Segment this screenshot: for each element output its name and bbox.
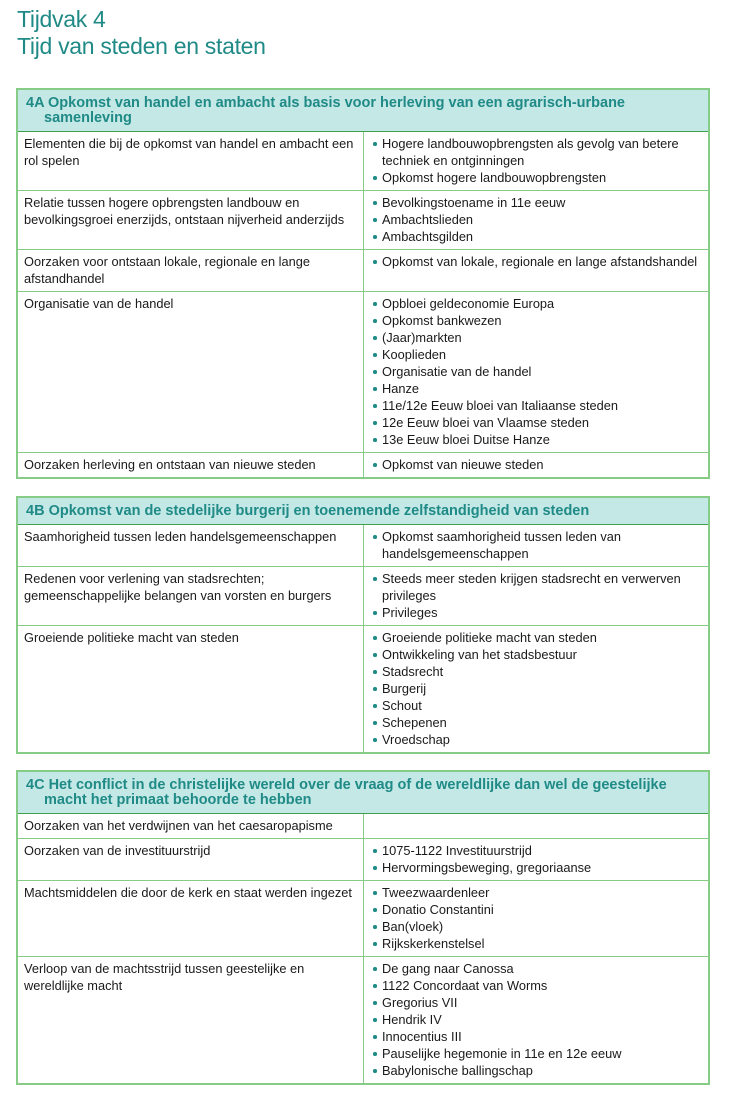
- concept-list: [372, 884, 702, 952]
- topic-cell: Groeiende politieke macht van steden: [18, 626, 364, 752]
- concepts-cell: [364, 839, 708, 880]
- concepts-cell: [364, 957, 708, 1083]
- table-row: [18, 956, 708, 1083]
- table-row: [18, 566, 708, 625]
- section-table-body: [18, 525, 708, 752]
- concepts-cell: [364, 525, 708, 566]
- concepts-cell: [364, 453, 708, 477]
- concepts-cell: [364, 626, 708, 752]
- table-row: [18, 249, 708, 291]
- section-4b: [16, 496, 710, 754]
- concept-list: [372, 842, 702, 876]
- concept-list-item: Kooplieden: [372, 346, 702, 363]
- concept-list-item: Opkomst van nieuwe steden: [372, 456, 702, 473]
- concept-list-item: Opkomst hogere landbouwopbrengsten: [372, 169, 702, 186]
- concept-list-item: Opkomst bankwezen: [372, 312, 702, 329]
- topic-cell: Oorzaken van het verdwijnen van het caesaropapisme: [18, 814, 364, 838]
- section-header: [18, 772, 708, 814]
- concept-list-item: Hogere landbouwopbrengsten als gevolg van betere techniek en ontginningen: [372, 135, 702, 169]
- concept-list-item: 1122 Concordaat van Worms: [372, 977, 702, 994]
- concept-list-item: Tweezwaardenleer: [372, 884, 702, 901]
- concept-list-item: Donatio Constantini: [372, 901, 702, 918]
- section-4a: [16, 88, 710, 479]
- concept-list-item: Privileges: [372, 604, 702, 621]
- concept-list-item: Gregorius VII: [372, 994, 702, 1011]
- table-row: [18, 838, 708, 880]
- concept-list-item: Hanze: [372, 380, 702, 397]
- table-row: [18, 291, 708, 452]
- concept-list-item: (Jaar)markten: [372, 329, 702, 346]
- topic-cell: Redenen voor verlening van stadsrechten; gemeenschappelijke belangen van vorsten en burgers: [18, 567, 364, 625]
- concepts-cell: [364, 191, 708, 249]
- concepts-cell: [364, 132, 708, 190]
- section-header-text: 4C Het conflict in de christelijke wereld over de vraag of de wereldlijke dan wel de geestelijke macht het primaat behoorde te hebben: [26, 777, 667, 808]
- topic-cell: Oorzaken van de investituurstrijd: [18, 839, 364, 880]
- topic-cell: Relatie tussen hogere opbrengsten landbouw en bevolkingsgroei enerzijds, ontstaan nijverheid anderzijds: [18, 191, 364, 249]
- table-row: [18, 132, 708, 190]
- topic-cell: Saamhorigheid tussen leden handelsgemeenschappen: [18, 525, 364, 566]
- section-header: [18, 498, 708, 525]
- concept-list-item: Ambachtsgilden: [372, 228, 702, 245]
- concepts-cell: [364, 292, 708, 452]
- title-period: Tijdvak 4: [17, 6, 106, 32]
- topic-cell: Elementen die bij de opkomst van handel en ambacht een rol spelen: [18, 132, 364, 190]
- section-table-body: [18, 132, 708, 477]
- table-row: [18, 525, 708, 566]
- topic-cell: Organisatie van de handel: [18, 292, 364, 452]
- concept-list-item: Hervormingsbeweging, gregoriaanse: [372, 859, 702, 876]
- concept-list: [372, 135, 702, 186]
- concept-list-item: Ontwikkeling van het stadsbestuur: [372, 646, 702, 663]
- section-header-text: 4A Opkomst van handel en ambacht als basis voor herleving van een agrarisch-urbane samenleving: [26, 95, 625, 126]
- table-row: [18, 452, 708, 477]
- concept-list-item: Steeds meer steden krijgen stadsrecht en verwerven privileges: [372, 570, 702, 604]
- section-table-body: [18, 814, 708, 1083]
- concept-list-item: Burgerij: [372, 680, 702, 697]
- concepts-cell: [364, 881, 708, 956]
- concept-list: [372, 295, 702, 448]
- concept-list-item: 12e Eeuw bloei van Vlaamse steden: [372, 414, 702, 431]
- concept-list: [372, 528, 702, 562]
- title-subtitle: Tijd van steden en staten: [17, 33, 266, 59]
- section-header: [18, 90, 708, 132]
- table-row: [18, 880, 708, 956]
- concept-list: [372, 194, 702, 245]
- concept-list-item: Opkomst van lokale, regionale en lange afstandshandel: [372, 253, 702, 270]
- concept-list-item: Schout: [372, 697, 702, 714]
- concept-list-item: Vroedschap: [372, 731, 702, 748]
- topic-cell: Oorzaken voor ontstaan lokale, regionale en lange afstandhandel: [18, 250, 364, 291]
- concept-list-item: Organisatie van de handel: [372, 363, 702, 380]
- concept-list-item: Babylonische ballingschap: [372, 1062, 702, 1079]
- concepts-cell: [364, 814, 708, 838]
- concept-list-item: Innocentius III: [372, 1028, 702, 1045]
- concept-list-item: Ambachtslieden: [372, 211, 702, 228]
- concept-list-item: Opbloei geldeconomie Europa: [372, 295, 702, 312]
- concept-list-item: Bevolkingstoename in 11e eeuw: [372, 194, 702, 211]
- concept-list-item: Stadsrecht: [372, 663, 702, 680]
- concept-list-item: Ban(vloek): [372, 918, 702, 935]
- concept-list-item: 1075-1122 Investituurstrijd: [372, 842, 702, 859]
- concept-list: [372, 253, 702, 270]
- concepts-cell: [364, 250, 708, 291]
- concept-list-item: Groeiende politieke macht van steden: [372, 629, 702, 646]
- topic-cell: Oorzaken herleving en ontstaan van nieuwe steden: [18, 453, 364, 477]
- section-4c: [16, 770, 710, 1085]
- concept-list-item: Opkomst saamhorigheid tussen leden van handelsgemeenschappen: [372, 528, 702, 562]
- concept-list-item: Pauselijke hegemonie in 11e en 12e eeuw: [372, 1045, 702, 1062]
- table-row: [18, 814, 708, 838]
- section-header-text: 4B Opkomst van de stedelijke burgerij en toenemende zelfstandigheid van steden: [26, 503, 590, 519]
- concept-list-item: Schepenen: [372, 714, 702, 731]
- concept-list-item: 11e/12e Eeuw bloei van Italiaanse steden: [372, 397, 702, 414]
- concept-list: [372, 456, 702, 473]
- page-title: [17, 6, 266, 60]
- table-row: [18, 190, 708, 249]
- concept-list: [372, 629, 702, 748]
- concept-list-item: 13e Eeuw bloei Duitse Hanze: [372, 431, 702, 448]
- table-row: [18, 625, 708, 752]
- topic-cell: Verloop van de machtsstrijd tussen geestelijke en wereldlijke macht: [18, 957, 364, 1083]
- concept-list-item: Hendrik IV: [372, 1011, 702, 1028]
- concept-list-item: Rijkskerkenstelsel: [372, 935, 702, 952]
- topic-cell: Machtsmiddelen die door de kerk en staat werden ingezet: [18, 881, 364, 956]
- concept-list: [372, 570, 702, 621]
- concept-list: [372, 960, 702, 1079]
- concepts-cell: [364, 567, 708, 625]
- concept-list-item: De gang naar Canossa: [372, 960, 702, 977]
